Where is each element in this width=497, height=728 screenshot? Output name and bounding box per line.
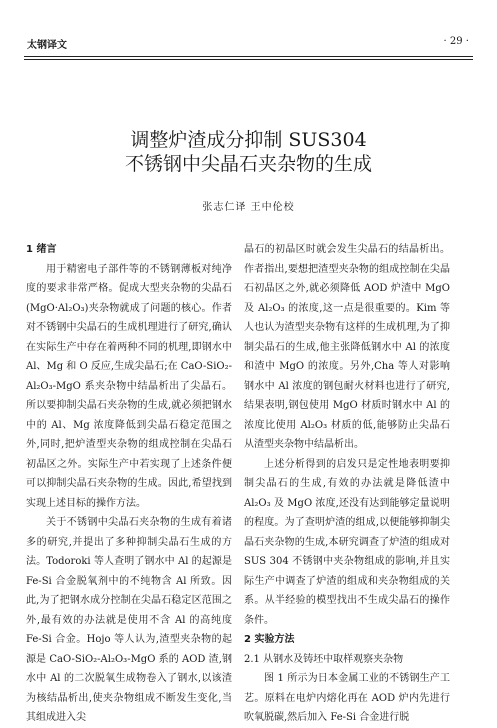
paragraph: 关于不锈钢中尖晶石夹杂物的生成有着诸多的研究,并提出了多种抑制尖晶石生成的方法。Todoroki 等人查明了钢水中 Al 的起源是 Fe-Si 合金脱氧剂中的不纯物含 Al 所致。因此,为了把钢水成分控制在尖晶石稳定区范围之外,最有效的办法就是使用不含 Al 的高纯度 Fe-Si 合金。Hojo 等人认为,渣型夹杂物的起源是 CaO-SiO₂-Al₂O₃-MgO 系的 AOD 渣,钢水中 Al 的二次脱氧生成物卷入了钢水,以该渣为核结晶析出,使夹杂物组成不断发生变化,当其组成进入尖 [26,517,232,723]
section-heading-methods: 2 实验方法 [244,634,295,645]
article-title-line2: 不锈钢中尖晶石夹杂物的生成 [124,153,372,175]
paragraph: 上述分析得到的启发只是定性地表明要抑制尖晶石的生成,有效的办法就是降低渣中 Al₂O₃ 及 MgO 浓度,还没有达到能够定量说明的程度。为了查明炉渣的组成,以便能够抑制尖晶石夹杂物的生成,本研究调查了炉渣的组成对 SUS 304 不锈钢中夹杂物组成的影响,并且实际生产中调查了炉渣的组成和夹杂物组成的关系。从半经验的模型找出不生成尖晶石的操作条件。 [244,458,450,626]
paragraph: 晶石的初晶区时就会发生尖晶石的结晶析出。作者指出,要想把渣型夹杂物的组成控制在尖晶石初晶区之外,就必须降低 AOD 炉渣中 MgO 及 Al₂O₃ 的浓度,这一点是很重要的。Kim 等人也认为渣型夹杂物有这样的生成机理,为了抑制尖晶石的生成,他主张降低钢水中 Al 的浓度和渣中 MgO 的浓度。另外,Cha 等人对影响钢水中 Al 浓度的钢包耐火材料也进行了研究,结果表明,钢包使用 MgO 材质时钢水中 Al 的浓度比使用 Al₂O₃ 材质的低,能够防止尖晶石从渣型夹杂物中结晶析出。 [244,244,450,450]
right-column [244,240,450,728]
journal-name: 太钢译文 [27,40,67,51]
header-rule-top [24,56,473,57]
section-heading-intro: 1 绪言 [26,244,57,255]
paragraph: 图 1 所示为日本金属工业的不锈钢生产工艺。原料在电炉内熔化再在 AOD 炉内先进行吹氧脱碳,然后加入 Fe-Si 合金进行脱 [244,673,450,723]
paragraph: 用于精密电子部件等的不锈钢薄板对纯净度的要求非常严格。促成大型夹杂物的尖晶石(MgO·Al₂O₃)夹杂物就成了问题的核心。作者对不锈钢中尖晶石的生成机理进行了研究,确认在实际生产中存在着两种不同的机理,即钢水中 Al、Mg 和 O 反应,生成尖晶石;在 CaO-SiO₂-Al₂O₃-MgO 系夹杂物中结晶析出了尖晶石。所以要抑制尖晶石夹杂物的生成,就必须把钢水中的 Al、Mg 浓度降低到尖晶石稳定范围之外,同时,把炉渣型夹杂物的组成控制在尖晶石初晶区之外。实际生产中若实现了上述条件便可以抑制尖晶石夹杂物的生成。因此,希望找到实现上述目标的操作方法。 [26,263,232,509]
header-rule-bottom [24,59,473,60]
author-line: 张志仁译 王中伦校 [202,202,295,213]
article-title-line1: 调整炉渣成分抑制 SUS304 [130,129,367,151]
running-header [24,36,473,54]
page-number: · 29 · [443,36,469,47]
subsection-heading: 2.1 从钢水及铸坯中取样观察夹杂物 [244,653,404,665]
left-column [26,240,232,728]
